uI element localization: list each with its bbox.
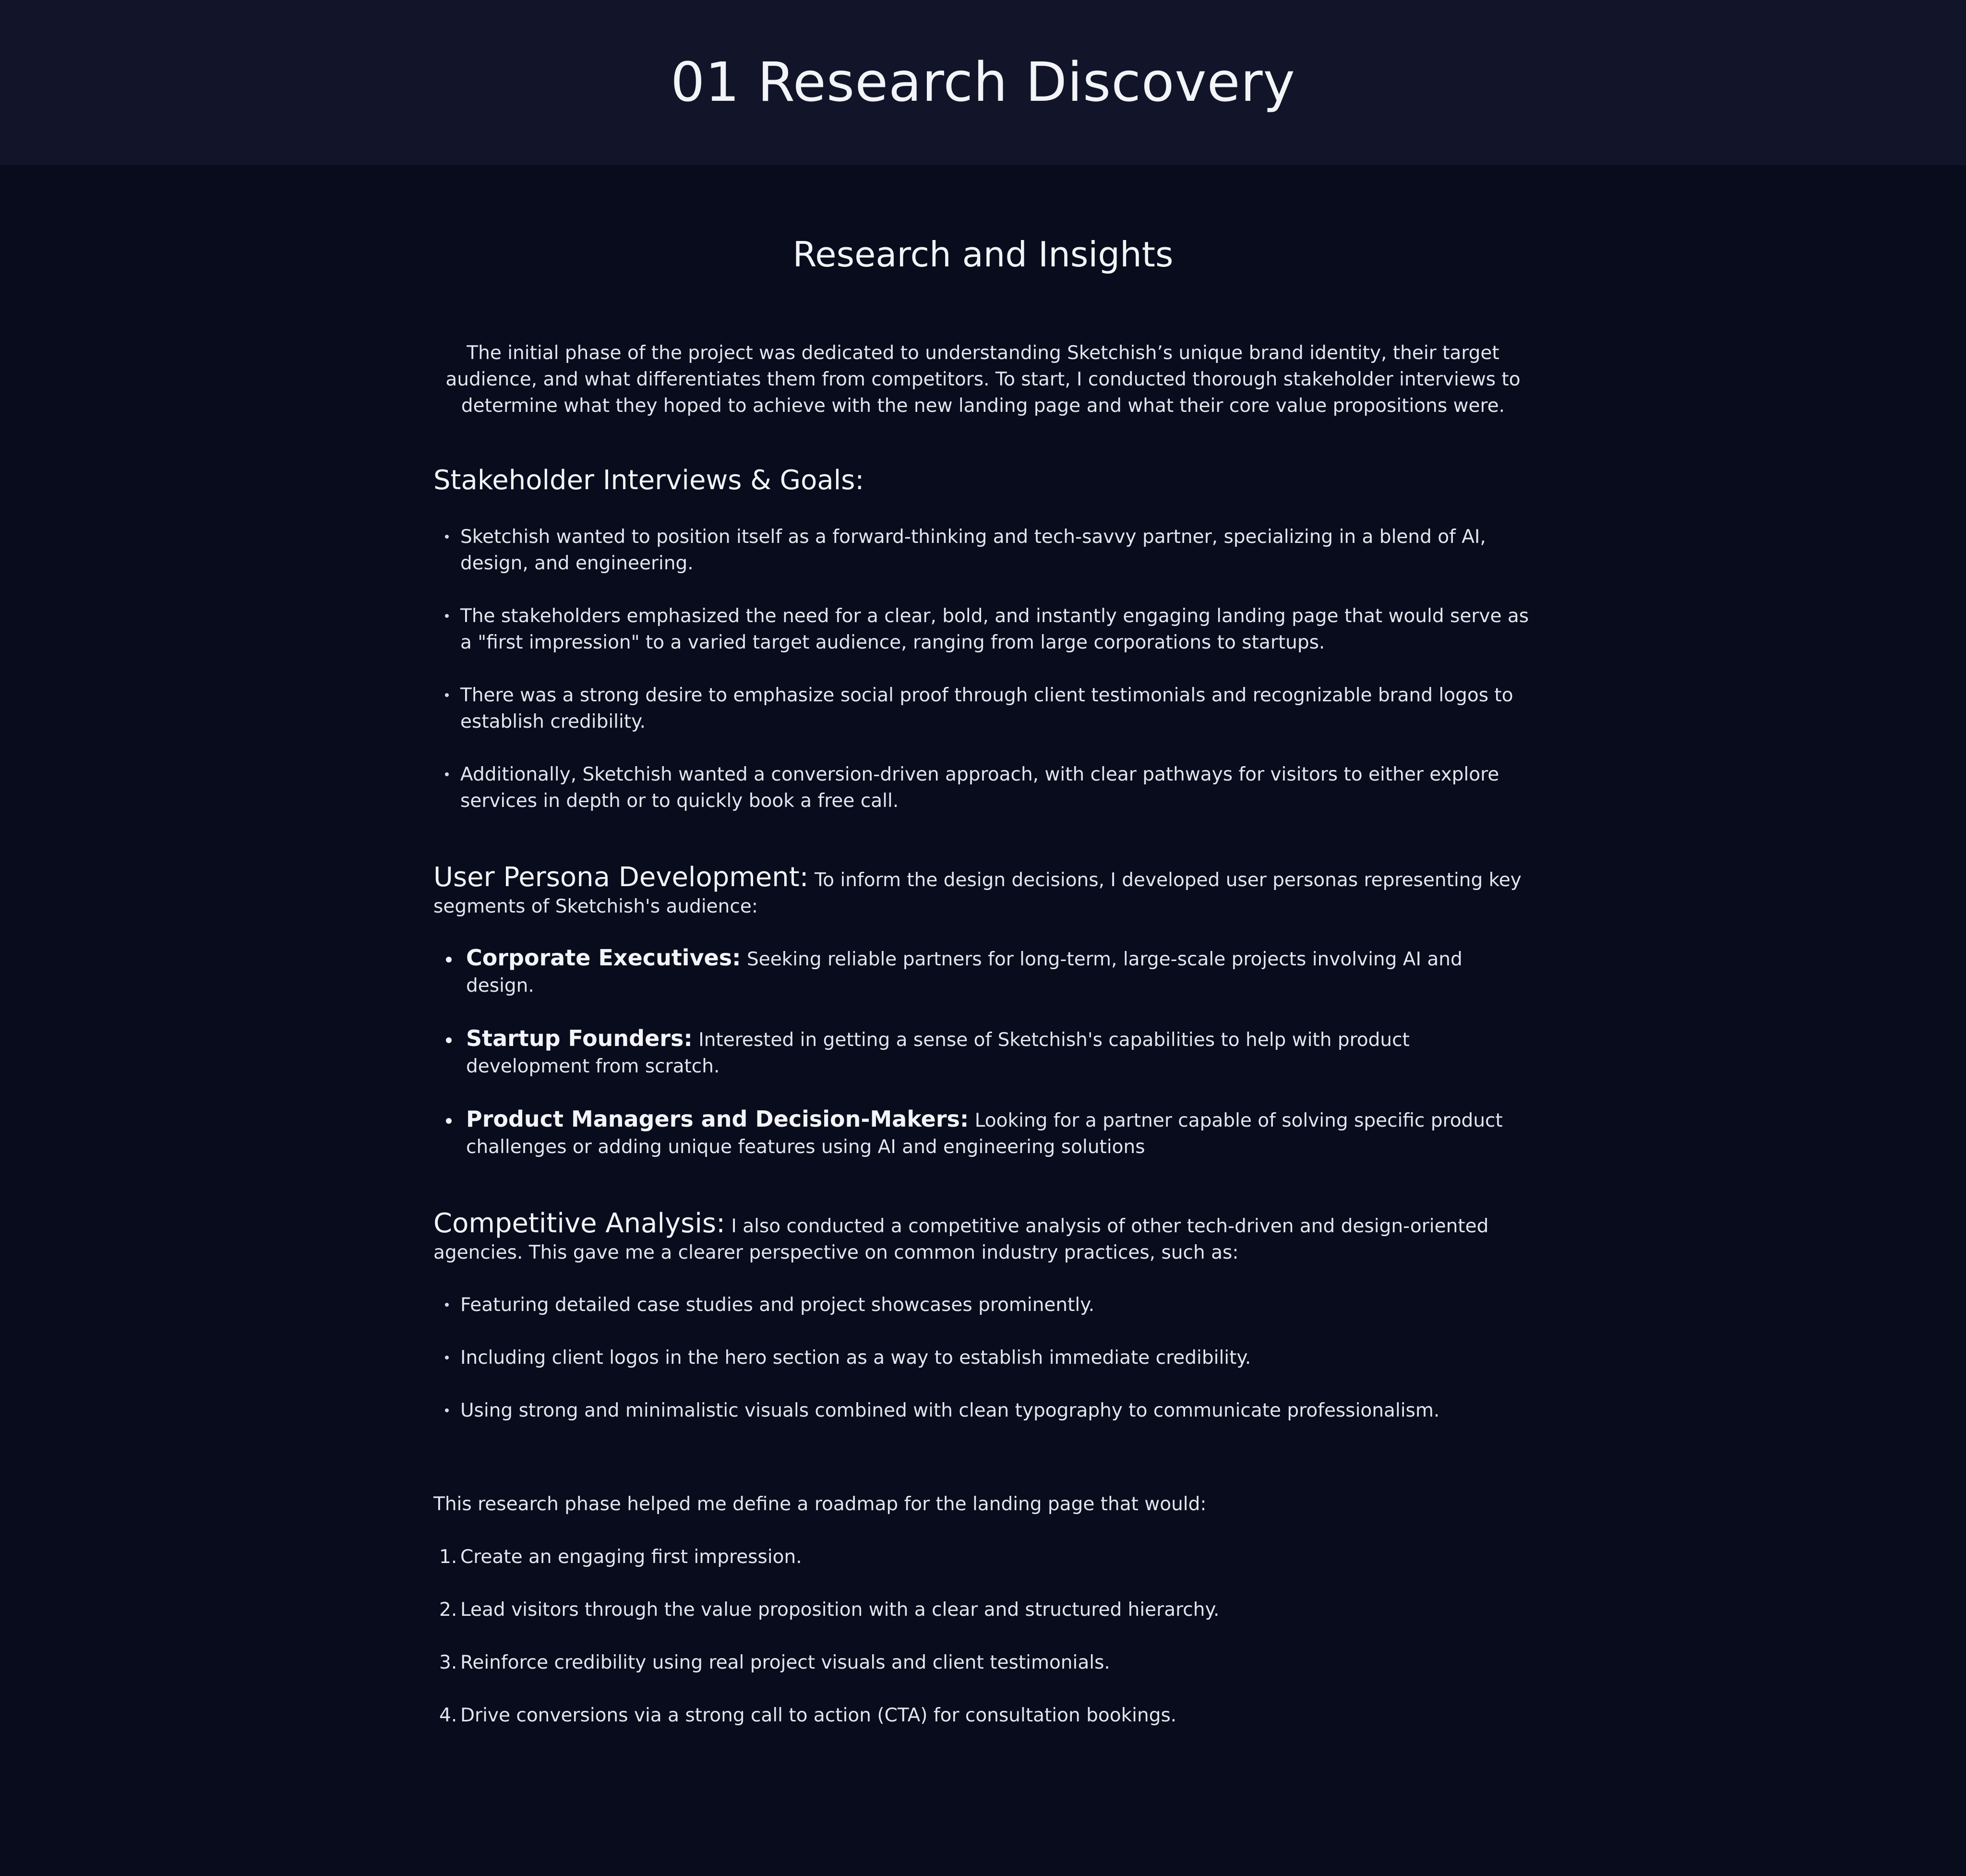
roadmap-number: 1. bbox=[439, 1546, 457, 1568]
persona-name: Startup Founders: bbox=[466, 1025, 693, 1052]
persona-description: Interested in getting a sense of Sketchish's capabilities to help with product development from scratch. bbox=[466, 1029, 1410, 1078]
list-item bbox=[433, 1397, 1533, 1424]
bullet-icon bbox=[446, 957, 452, 962]
roadmap-list bbox=[433, 1544, 1533, 1729]
bullet-icon bbox=[446, 1118, 452, 1124]
list-item bbox=[433, 1292, 1533, 1318]
roadmap-item-text: Lead visitors through the value proposition with a clear and structured hierarchy. bbox=[460, 1599, 1220, 1621]
bullet-icon bbox=[445, 1356, 449, 1359]
competitive-list bbox=[433, 1292, 1533, 1424]
intro-paragraph: The initial phase of the project was dedicated to understanding Sketchish’s unique brand identity, their target audience, and what differentiates them from competitors. To start, I conducted thorough stakeholder interviews to determine what they hoped to achieve with the new landing page and what their core value propositions were. bbox=[445, 342, 1521, 417]
list-item-text: The stakeholders emphasized the need for a clear, bold, and instantly engaging landing page that would serve as a "first impression" to a varied target audience, ranging from large corporations to startups. bbox=[460, 605, 1529, 654]
bullet-icon bbox=[445, 535, 449, 539]
persona-item bbox=[433, 945, 1533, 999]
roadmap-item bbox=[433, 1597, 1533, 1623]
competitive-heading: Competitive Analysis: bbox=[433, 1208, 725, 1239]
list-item-text: Including client logos in the hero section as a way to establish immediate credibility. bbox=[460, 1347, 1251, 1369]
bullet-icon bbox=[446, 1037, 452, 1043]
roadmap-item bbox=[433, 1649, 1533, 1676]
roadmap-item bbox=[433, 1544, 1533, 1570]
bullet-icon bbox=[445, 614, 449, 618]
list-item bbox=[433, 682, 1533, 735]
stakeholder-list bbox=[433, 524, 1533, 814]
page-header bbox=[0, 0, 1966, 165]
roadmap-item-text: Drive conversions via a strong call to action (CTA) for consultation bookings. bbox=[460, 1705, 1177, 1727]
list-item-text: Using strong and minimalistic visuals combined with clean typography to communicate professionalism. bbox=[460, 1400, 1440, 1422]
bullet-icon bbox=[445, 693, 449, 697]
stakeholder-heading: Stakeholder Interviews & Goals: bbox=[433, 464, 864, 496]
bullet-icon bbox=[445, 772, 449, 776]
persona-list bbox=[433, 945, 1533, 1160]
roadmap-item bbox=[433, 1702, 1533, 1729]
persona-paragraph bbox=[433, 864, 1533, 920]
roadmap-number: 2. bbox=[439, 1599, 457, 1621]
list-item-text: Additionally, Sketchish wanted a conversion-driven approach, with clear pathways for visitors to either explore services in depth or to quickly book a free call. bbox=[460, 764, 1499, 812]
roadmap-intro: This research phase helped me define a roadmap for the landing page that would: bbox=[433, 1493, 1207, 1515]
roadmap-item-text: Create an engaging first impression. bbox=[460, 1546, 802, 1568]
persona-description: Seeking reliable partners for long-term, large-scale projects involving AI and design. bbox=[466, 949, 1463, 997]
persona-name: Corporate Executives: bbox=[466, 945, 741, 971]
list-item bbox=[433, 603, 1533, 656]
persona-description: Looking for a partner capable of solving specific product challenges or adding unique features using AI and engineering solutions bbox=[466, 1110, 1503, 1158]
main-content bbox=[433, 165, 1533, 1729]
section-title: Research and Insights bbox=[792, 234, 1174, 275]
bullet-icon bbox=[445, 1408, 449, 1412]
persona-intro-text: To inform the design decisions, I developed user personas representing key segments of Sketchish's audience: bbox=[433, 869, 1522, 918]
roadmap-item-text: Reinforce credibility using real project visuals and client testimonials. bbox=[460, 1652, 1110, 1674]
roadmap-number: 4. bbox=[439, 1705, 457, 1727]
list-item bbox=[433, 761, 1533, 814]
persona-heading: User Persona Development: bbox=[433, 862, 809, 893]
page-title: 01 Research Discovery bbox=[671, 51, 1295, 114]
bullet-icon bbox=[445, 1303, 449, 1307]
list-item bbox=[433, 524, 1533, 577]
persona-item bbox=[433, 1025, 1533, 1080]
list-item-text: There was a strong desire to emphasize social proof through client testimonials and recognizable brand logos to establish credibility. bbox=[460, 685, 1513, 733]
roadmap-number: 3. bbox=[439, 1652, 457, 1674]
list-item-text: Sketchish wanted to position itself as a forward-thinking and tech-savvy partner, specializing in a blend of AI, design, and engineering. bbox=[460, 526, 1486, 575]
persona-name: Product Managers and Decision-Makers: bbox=[466, 1106, 969, 1132]
list-item bbox=[433, 1345, 1533, 1371]
persona-item bbox=[433, 1106, 1533, 1160]
list-item-text: Featuring detailed case studies and project showcases prominently. bbox=[460, 1294, 1095, 1316]
competitive-intro-text: I also conducted a competitive analysis of other tech-driven and design-oriented agencies. This gave me a clearer perspective on common industry practices, such as: bbox=[433, 1215, 1489, 1264]
competitive-paragraph bbox=[433, 1210, 1533, 1266]
